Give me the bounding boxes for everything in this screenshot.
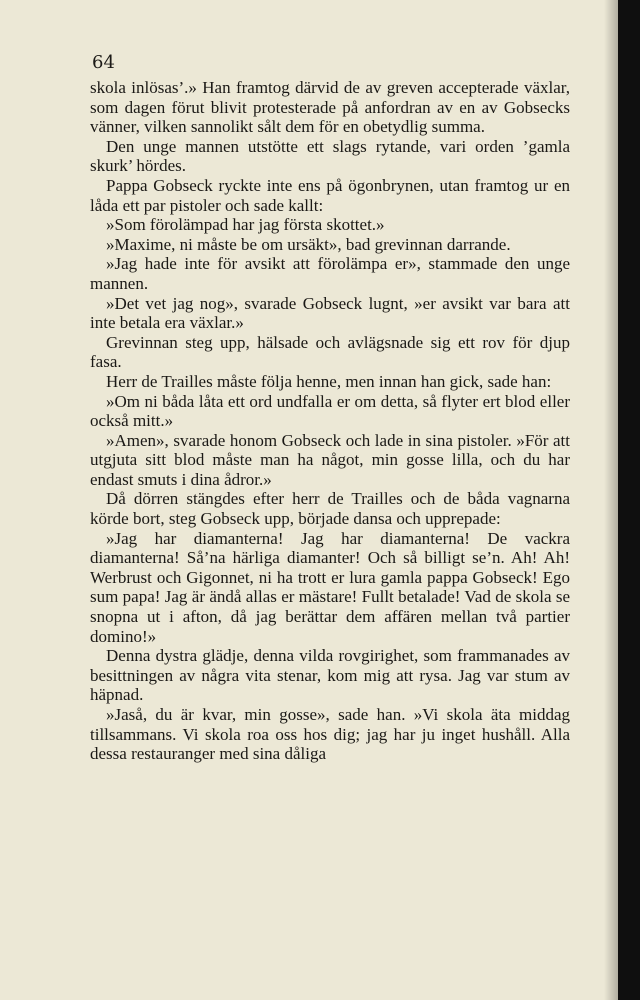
paragraph: »Om ni båda låta ett ord undfalla er om detta, så flyter ert blod eller också mitt.» — [90, 391, 570, 431]
binding-shadow — [604, 0, 618, 1000]
paragraph: »Jag hade inte för avsikt att förolämpa er», stammade den unge mannen. — [90, 254, 570, 293]
paragraph: »Amen», svarade honom Gobseck och lade in sina pistoler. »För att utgjuta sitt blod måste man ha något, min gosse lilla, och du har endast smuts i dina ådror.» — [90, 430, 570, 489]
paragraph: Herr de Trailles måste följa henne, men innan han gick, sade han: — [106, 371, 552, 391]
paragraph: Denna dystra glädje, denna vilda rovgirighet, som frammanades av besittningen av några vita stenar, kom mig att rysa. Jag var stum av häpnad. — [90, 646, 570, 705]
paragraph: Pappa Gobseck ryckte inte ens på ögonbrynen, utan framtog ur en låda ett par pistoler och sade kallt: — [90, 175, 570, 215]
paragraph: »Det vet jag nog», svarade Gobseck lugnt, »er avsikt var bara att inte betala era växlar.» — [90, 293, 570, 333]
paragraph: Grevinnan steg upp, hälsade och avlägsnade sig ett rov för djup fasa. — [90, 332, 570, 372]
page-edge-background — [618, 0, 640, 1000]
paragraph: »Jag har diamanterna! Jag har diamanterna! De vackra diamanterna! Så’na härliga diamanter! Och så billigt se’n. Ah! Ah! Werbrust och Gigonnet, ni ha trott er lura gamla pappa Gobseck! Ego sum papa! Jag är ändå allas er mästare! Fullt betalade! Vad de skola se snopna ut i afton, då jag berättar dem affären mellan två partier domino!» — [90, 528, 570, 646]
paragraph: Då dörren stängdes efter herr de Trailles och de båda vagnarna körde bort, steg Gobseck upp, började dansa och upprepade: — [90, 489, 570, 529]
body-text — [90, 78, 570, 764]
paragraph: »Maxime, ni måste be om ursäkt», bad grevinnan darrande. — [106, 234, 511, 254]
paragraph: »Som förolämpad har jag första skottet.» — [106, 215, 385, 235]
paragraph: skola inlösas’.» Han framtog därvid de av greven accepterade växlar, som dagen förut blivit protesterade på anfordran av en av Gobsecks vänner, vilken sannolikt sålt dem för en obetydlig summa. — [90, 78, 570, 137]
paragraph: Den unge mannen utstötte ett slags rytande, vari orden ’gamla skurk’ hördes. — [90, 136, 570, 176]
page-number: 64 — [92, 52, 115, 73]
paragraph: »Jaså, du är kvar, min gosse», sade han. »Vi skola äta middag tillsammans. Vi skola roa oss hos dig; jag har ju inget hushåll. Alla dessa restauranger med sina dåliga — [90, 705, 570, 764]
